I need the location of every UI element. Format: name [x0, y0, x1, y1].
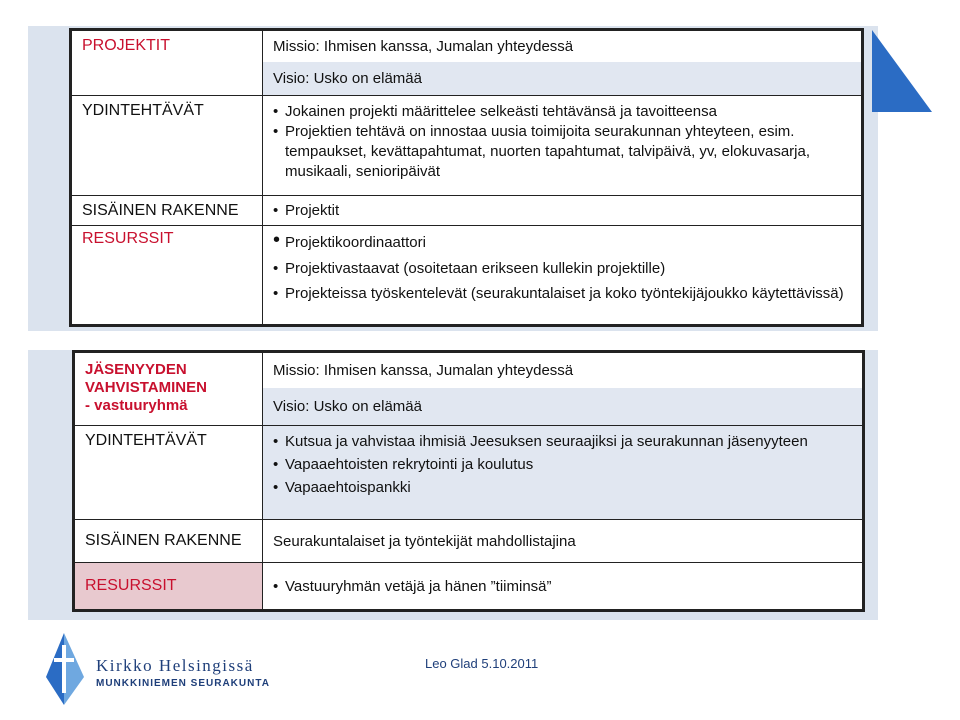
- sisainen-rakenne-text: Seurakuntalaiset ja työntekijät mahdollistajina: [263, 520, 864, 563]
- missio-text: Missio: Ihmisen kanssa, Jumalan yhteydessä: [263, 30, 863, 62]
- label-jasenyyden: [74, 352, 263, 426]
- corner-triangle-decoration: [872, 30, 932, 115]
- label-ydintehtavat: YDINTEHTÄVÄT: [74, 426, 263, 520]
- projektit-table: [69, 28, 864, 327]
- ydin-item: • Projektien tehtävä on innostaa uusia toimijoita seurakunnan yhteyteen, esim. tempaukset, kevättapahtumat, nuorten tapahtumat, talvipäivä, yv, elokuvasarja, musikaali, senioripäivät: [273, 122, 851, 182]
- label-jasenyyden-line: VAHVISTAMINEN: [85, 379, 207, 396]
- sisainen-rakenne-content: [263, 196, 863, 226]
- label-projektit: PROJEKTIT: [71, 30, 263, 62]
- ydin-item: • Vapaaehtoisten rekrytointi ja koulutus: [273, 455, 852, 475]
- logo-title: Kirkko Helsingissä: [96, 656, 254, 675]
- footer-author-date: Leo Glad 5.10.2011: [425, 656, 539, 671]
- ydin-item: • Kutsua ja vahvistaa ihmisiä Jeesuksen seuraajiksi ja seurakunnan jäsenyyteen: [273, 432, 852, 452]
- missio-text: Missio: Ihmisen kanssa, Jumalan yhteydessä: [263, 352, 864, 388]
- resurssit-item: • Projektivastaavat (osoitetaan erikseen kullekin projektille): [273, 259, 851, 279]
- ydin-item: • Jokainen projekti määrittelee selkeästi tehtävänsä ja tavoitteensa: [273, 102, 851, 122]
- label-jasenyyden-line: - vastuuryhmä: [85, 397, 188, 414]
- visio-text: Visio: Usko on elämää: [263, 388, 864, 426]
- sisainen-item: • Projektit: [273, 201, 851, 221]
- logo-subtitle: MUNKKINIEMEN SEURAKUNTA: [96, 678, 270, 689]
- label-ydintehtavat: YDINTEHTÄVÄT: [71, 96, 263, 196]
- ydin-item: • Vapaaehtoispankki: [273, 478, 852, 498]
- ydintehtavat-list: [263, 426, 864, 520]
- label-sisainen-rakenne: SISÄINEN RAKENNE: [71, 196, 263, 226]
- resurssit-list: [263, 226, 863, 326]
- resurssit-content: [263, 563, 864, 611]
- resurssit-item: • Vastuuryhmän vetäjä ja hänen ”tiiminsä”: [273, 577, 852, 597]
- visio-text: Visio: Usko on elämää: [263, 62, 863, 96]
- label-resurssit: RESURSSIT: [74, 563, 263, 611]
- label-jasenyyden-line: JÄSENYYDEN: [85, 361, 187, 378]
- label-spacer: [71, 62, 263, 96]
- ydintehtavat-list: [263, 96, 863, 196]
- label-sisainen-rakenne: SISÄINEN RAKENNE: [74, 520, 263, 563]
- resurssit-item: • Projekteissa työskentelevät (seurakuntalaiset ja koko työntekijäjoukko käytettävissä): [273, 284, 851, 304]
- label-resurssit: RESURSSIT: [71, 226, 263, 326]
- resurssit-item: • Projektikoordinaattori: [273, 233, 851, 253]
- jasenyyden-table: [72, 350, 865, 612]
